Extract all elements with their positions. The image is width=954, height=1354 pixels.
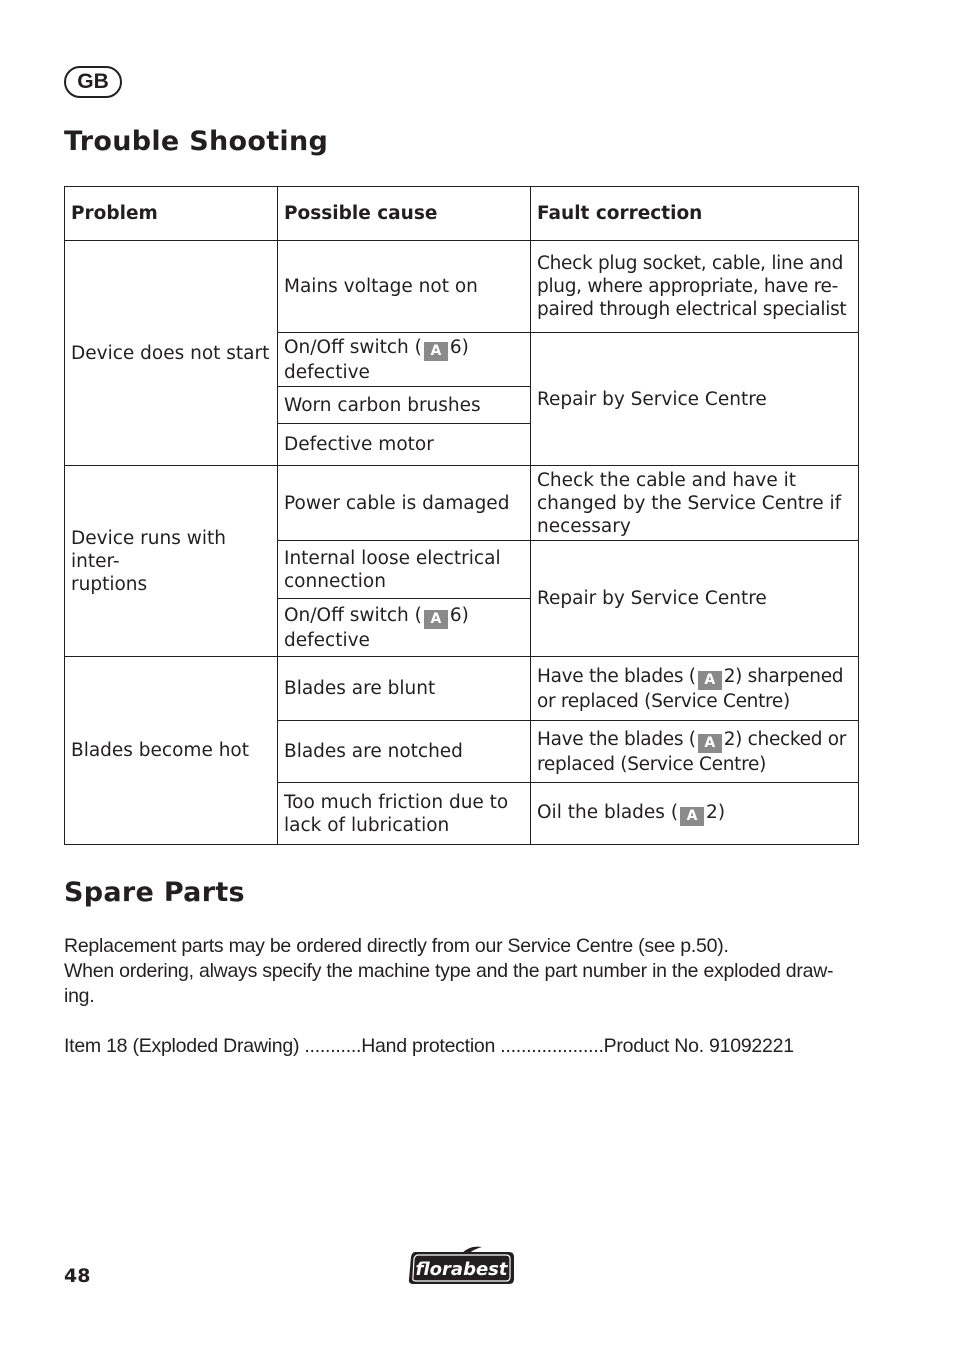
- header-possible-cause: Possible cause: [278, 187, 531, 241]
- table-row: [65, 657, 859, 721]
- header-fault-correction: Fault correction: [531, 187, 859, 241]
- correction-text: Have the blades (: [537, 728, 696, 750]
- correction-line: paired through electrical specialist: [537, 299, 847, 320]
- cause-cell: Mains voltage not on: [278, 241, 531, 333]
- problem-cell: [65, 466, 278, 657]
- figure-a-reference-icon: A: [698, 671, 722, 690]
- cause-text: 6): [449, 604, 469, 626]
- problem-line: Device runs with inter-: [71, 527, 226, 572]
- language-badge: GB: [64, 66, 122, 98]
- cause-cell: [278, 783, 531, 845]
- figure-a-reference-icon: A: [424, 342, 448, 361]
- spare-parts-line: When ordering, always specify the machine type and the part number in the exploded draw-: [64, 960, 834, 982]
- correction-cell: [531, 466, 859, 541]
- correction-text: or replaced (Service Centre): [537, 690, 790, 712]
- cause-line: connection: [284, 570, 386, 592]
- cause-cell: [278, 599, 531, 657]
- cause-line: Too much friction due to: [284, 791, 509, 813]
- spare-parts-line: Replacement parts may be ordered directly from our Service Centre (see p.50).: [64, 935, 729, 957]
- cause-cell: [278, 541, 531, 599]
- table-header-row: [65, 187, 859, 241]
- correction-text: Have the blades (: [537, 665, 696, 687]
- figure-a-reference-icon: A: [680, 807, 704, 826]
- cause-line: lack of lubrication: [284, 814, 450, 836]
- troubleshooting-table: [64, 186, 859, 845]
- figure-a-reference-icon: A: [698, 734, 722, 753]
- correction-text: 2) checked or: [723, 728, 847, 750]
- cause-cell: Worn carbon brushes: [278, 387, 531, 424]
- correction-cell: [531, 657, 859, 721]
- correction-cell: [531, 241, 859, 333]
- header-problem: Problem: [65, 187, 278, 241]
- cause-cell: Blades are blunt: [278, 657, 531, 721]
- cause-text: On/Off switch (: [284, 604, 422, 626]
- cause-cell: Power cable is damaged: [278, 466, 531, 541]
- cause-line: Internal loose electrical: [284, 547, 501, 569]
- spare-parts-title: Spare Parts: [64, 877, 245, 908]
- correction-text: 2): [706, 802, 726, 823]
- spare-part-item: Item 18 (Exploded Drawing) ...........Hand protection ....................Product No. 91092221: [64, 1035, 794, 1057]
- cause-text: On/Off switch (: [284, 336, 422, 358]
- correction-line: plug, where appropriate, have re-: [537, 276, 839, 297]
- cause-text: defective: [284, 361, 370, 383]
- correction-text: Oil the blades (: [537, 802, 679, 823]
- correction-text: 2) sharpened: [723, 665, 844, 687]
- cause-cell: Defective motor: [278, 424, 531, 466]
- table-row: [65, 466, 859, 541]
- spare-parts-paragraph: [64, 934, 864, 1009]
- cause-cell: Blades are notched: [278, 721, 531, 783]
- spare-parts-line: ing.: [64, 985, 95, 1007]
- page-number: 48: [64, 1265, 91, 1287]
- table-row: [65, 241, 859, 333]
- florabest-logo: [406, 1244, 518, 1288]
- problem-line: ruptions: [71, 573, 148, 595]
- correction-cell: [531, 783, 859, 845]
- figure-a-reference-icon: A: [424, 610, 448, 629]
- correction-line: changed by the Service Centre if: [537, 492, 842, 514]
- correction-cell: [531, 721, 859, 783]
- trouble-shooting-title: Trouble Shooting: [64, 126, 329, 157]
- correction-cell: Repair by Service Centre: [531, 333, 859, 466]
- cause-text: defective: [284, 629, 370, 651]
- cause-cell: [278, 333, 531, 387]
- correction-cell: Repair by Service Centre: [531, 541, 859, 657]
- logo-text: florabest: [415, 1259, 508, 1280]
- correction-line: necessary: [537, 515, 631, 537]
- correction-text: replaced (Service Centre): [537, 753, 767, 775]
- cause-text: 6): [449, 336, 469, 358]
- problem-cell: Blades become hot: [65, 657, 278, 845]
- correction-line: Check plug socket, cable, line and: [537, 253, 844, 274]
- problem-cell: Device does not start: [65, 241, 278, 466]
- correction-line: Check the cable and have it: [537, 469, 797, 491]
